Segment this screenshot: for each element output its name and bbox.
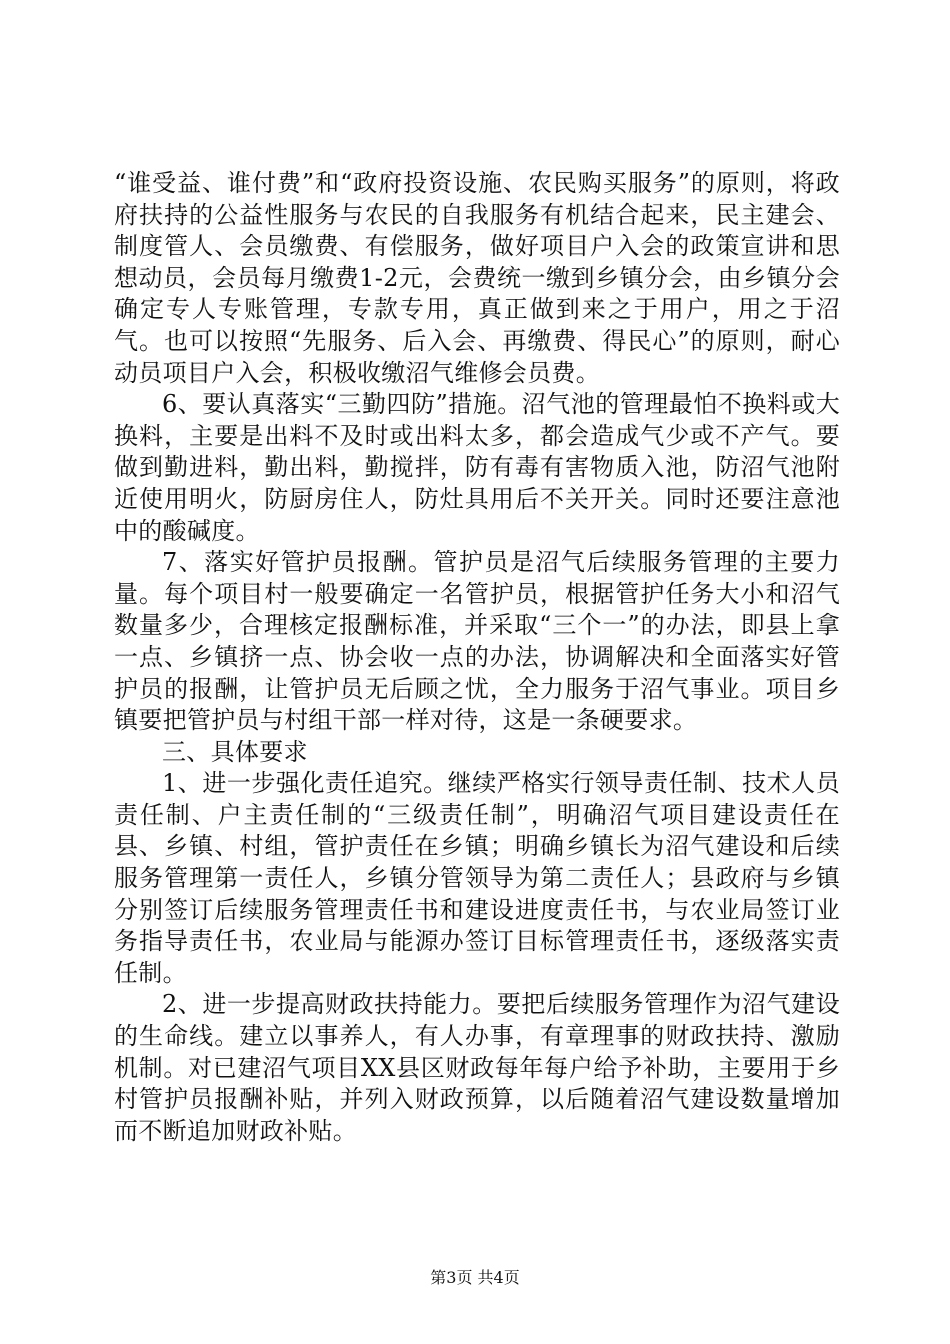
paragraph-requirement-1: 1、进一步强化责任追究。继续严格实行领导责任制、技术人员责任制、户主责任制的“三级责任制”，明确沼气项目建设责任在县、乡镇、村组，管护责任在乡镇；明确乡镇长为沼气建设和后续服务管理第一责任人，乡镇分管领导为第二责任人；县政府与乡镇分别签订后续服务管理责任书和建设进度责任书，与农业局签订业务指导责任书，农业局与能源办签订目标管理责任书，逐级落实责任制。 — [114, 769, 840, 987]
section-heading-requirements: 三、具体要求 — [162, 737, 308, 766]
paragraph-requirement-2: 2、进一步提高财政扶持能力。要把后续服务管理作为沼气建设的生命线。建立以事养人，有人办事，有章理事的财政扶持、激励机制。对已建沼气项目XX县区财政每年每户给予补助，主要用于乡村管护员报酬补贴，并列入财政预算，以后随着沼气建设数量增加而不断追加财政补贴。 — [114, 990, 840, 1145]
document-body — [114, 168, 840, 1147]
page-number-footer: 第3页 共4页 — [430, 1268, 520, 1287]
paragraph-item-6: 6、要认真落实“三勤四防”措施。沼气池的管理最怕不换料或大换料，主要是出料不及时或出料太多，都会造成气少或不产气。要做到勤进料，勤出料，勤搅拌，防有毒有害物质入池，防沼气池附近使用明火，防厨房住人，防灶具用后不关开关。同时还要注意池中的酸碱度。 — [114, 390, 840, 545]
paragraph-principle-continuation: “谁受益、谁付费”和“政府投资设施、农民购买服务”的原则，将政府扶持的公益性服务与农民的自我服务有机结合起来，民主建会、制度管人、会员缴费、有偿服务，做好项目户入会的政策宣讲和思想动员，会员每月缴费1-2元，会费统一缴到乡镇分会，由乡镇分会确定专人专账管理，专款专用，真正做到来之于用户，用之于沼气。也可以按照“先服务、后入会、再缴费、得民心”的原则，耐心动员项目户入会，积极收缴沼气维修会员费。 — [114, 169, 840, 387]
paragraph-item-7: 7、落实好管护员报酬。管护员是沼气后续服务管理的主要力量。每个项目村一般要确定一名管护员，根据管护任务大小和沼气数量多少，合理核定报酬标准，并采取“三个一”的办法，即县上拿一点、乡镇挤一点、协会收一点的办法，协调解决和全面落实好管护员的报酬，让管护员无后顾之忧，全力服务于沼气事业。项目乡镇要把管护员与村组干部一样对待，这是一条硬要求。 — [114, 548, 840, 735]
